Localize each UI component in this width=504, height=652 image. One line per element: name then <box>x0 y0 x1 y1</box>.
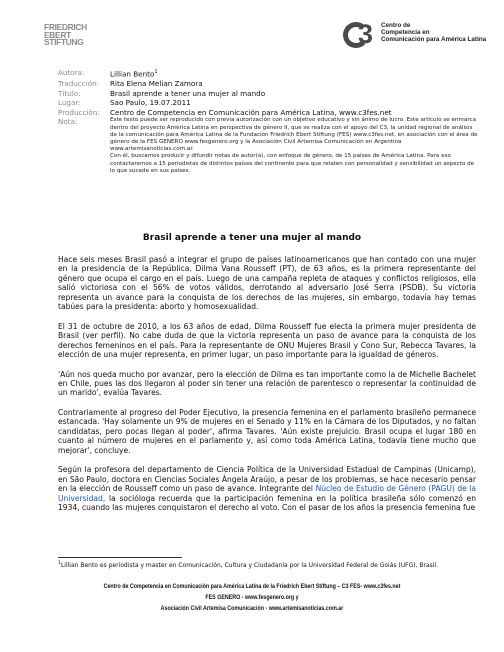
meta-row-translation <box>58 79 478 89</box>
c3-logo <box>343 19 493 50</box>
metadata-table <box>58 68 478 175</box>
meta-row-title <box>58 89 478 99</box>
note-text <box>110 117 478 175</box>
note-line: Con él, buscamos producir y difundir notas de autor(a), con enfoque de género, de 15 países de América Latina. Para eso contactaremos a 15 periodistas de distintos países del continente para que relaten con personalidad y sensibilidad un aspecto de lo que sucede en sus países. <box>110 153 475 174</box>
meta-value: Centro de Competencia en Comunicación para América Latina, www.c3fes.net <box>110 107 392 117</box>
footer-line: Asociación Civil Artemisa Comunicación - www.artemisanoticias.com.ar <box>160 605 344 612</box>
author-name: Lillian Bento <box>110 69 155 79</box>
c3-logo-mark <box>343 19 377 50</box>
meta-label: Título: <box>58 88 81 98</box>
paragraph: El 31 de octubre de 2010, a los 63 años de edad, Dilma Rousseff fue electa la primera mujer presidenta de Brasil (ver perfil). No cabe duda de que la victoria representa un paso de avance para la conquista de los derechos femeninos en el país. Para la representante de ONU Mujeres Brasil y Cono Sur, Rebecca Tavares, la elección de una mujer representa, en primer lugar, un paso importante para la igualdad de géneros. <box>58 321 476 360</box>
footnote-divider <box>58 557 182 558</box>
pagu-link[interactable]: Núcleo de Estudio de Género (PAGU) de la Universidad, <box>58 484 476 503</box>
meta-value-author <box>110 68 478 79</box>
page-footer <box>70 581 435 614</box>
fes-logo-line: FRIEDRICH <box>44 22 87 32</box>
paragraph-text: Según la profesora del departamento de Ciencia Política de la Universidad Estadual de Campinas (Unicamp), en São Paulo, doctora en Ciencias Sociales Ângela Araújo, a pesar de los problemas, se hace necesario pensar en la elección de Rousseff como un paso de avance. Integrante del <box>58 465 476 494</box>
paragraph: 'Aún nos queda mucho por avanzar, pero la elección de Dilma es tan importante como la de Michelle Bachelet en Chile, pues las dos llegaron al poder sin tener una relación de parentesco o representar la continuidad de un marido', evalúa Tavares. <box>58 369 476 398</box>
meta-label: Traducción: <box>58 78 100 88</box>
footnote-ref: 1 <box>154 69 158 75</box>
paragraph <box>58 465 476 512</box>
footnote <box>58 560 478 569</box>
c3-logo-line: Competencia en <box>381 29 430 37</box>
meta-row-production <box>58 108 478 118</box>
meta-row-place <box>58 98 478 108</box>
c3-logo-digit: 3 <box>358 19 374 49</box>
fes-logo-line: EBERT <box>44 29 71 40</box>
meta-value: Brasil aprende a tener una mujer al mando <box>110 88 266 98</box>
meta-row-note <box>58 117 478 175</box>
footer-line: FES GENERO - www.fesgenero.org y <box>205 594 299 601</box>
fes-logo-line: STIFTUNG <box>44 37 84 48</box>
article-body <box>58 255 476 522</box>
meta-value: Rita Elena Melian Zamora <box>110 78 203 88</box>
meta-label: Producción: <box>58 107 100 117</box>
paragraph: Contrariamente al progreso del Poder Ejecutivo, la presencia femenina en el parlamento brasileño permanece estancada. 'Hay solamente un 9% de mujeres en el Senado y 11% en la Cámara de los Diputados, y no faltan candidatas, pero pocas llegan al poder', afirma Tavares. 'Aún existe prejuicio. Brasil ocupa el lugar 180 en cuanto al número de mujeres en el parlamento y, así como toda América Latina, todavía tiene mucho que mejorar', concluye. <box>58 407 476 455</box>
meta-label: Autora: <box>58 68 85 77</box>
footer-line: Centro de Competencia en Comunicación para América Latina de la Friedrich Ebert Stiftung – C3 FES- www.c3fes.net <box>103 583 401 590</box>
c3-logo-text <box>381 22 493 44</box>
meta-label: Nota: <box>58 117 78 127</box>
meta-label: Lugar: <box>58 98 81 108</box>
meta-row-author <box>58 68 478 79</box>
c3-logo-line: Comunicación para América Latina <box>381 36 487 44</box>
meta-value: Sao Paulo, 19.07.2011 <box>110 98 191 108</box>
article-title: Brasil aprende a tener una mujer al mando <box>142 233 362 243</box>
fes-logo <box>44 24 96 47</box>
note-line: Este texto puede ser reproducido con previa autorización con un objetivo educativo y sin ánimo de lucro. Este artículo se enmarca dentro del proyecto América Latina en perspectiva de género II, que se realiza con el apoyo del C3, la unidad regional de análisis de la comunicación para América Latina de la Fundación Friedrich Ebert Stiftung (FES) www.c3fes.net, en asociación con el área de género de la FES GENERO www.fesgenero.org y la Asociación Civil Artemisa Comunicación en Argentina www.artemisanoticias.com.ar. <box>110 117 478 153</box>
footnote-number: 1 <box>58 561 61 566</box>
paragraph: Hace seis meses Brasil pasó a integrar el grupo de países latinoamericanos que han contado con una mujer en la presidencia de la República. Dilma Vana Rousseff (PT), de 63 años, es la primera representante del género que ocupa el cargo en el país. Luego de una campaña repleta de ataques y conflictos religiosos, ella salió victoriosa con el 56% de votos válidos, derrotando al adversario José Serra (PSDB). Su victoria representa un avance para la conquista de los derechos de las mujeres, sin embargo, todavía hay temas tabúes para la presidenta: aborto y homosexualidad. <box>58 255 476 312</box>
footnote-text: Lillian Bento es periodista y master en Comunicación, Cultura y Ciudadanía por la Universidad Federal de Goiás (UFG), Brasil. <box>60 562 439 569</box>
paragraph-text: la socióloga recuerda que la participación femenina en la política brasileña sólo comenzó en 1934, cuando las mujeres conquistaron el derecho al voto. Con el pasar de los años la presencia femenina fue <box>58 493 476 512</box>
c3-logo-line: Centro de <box>381 22 411 29</box>
